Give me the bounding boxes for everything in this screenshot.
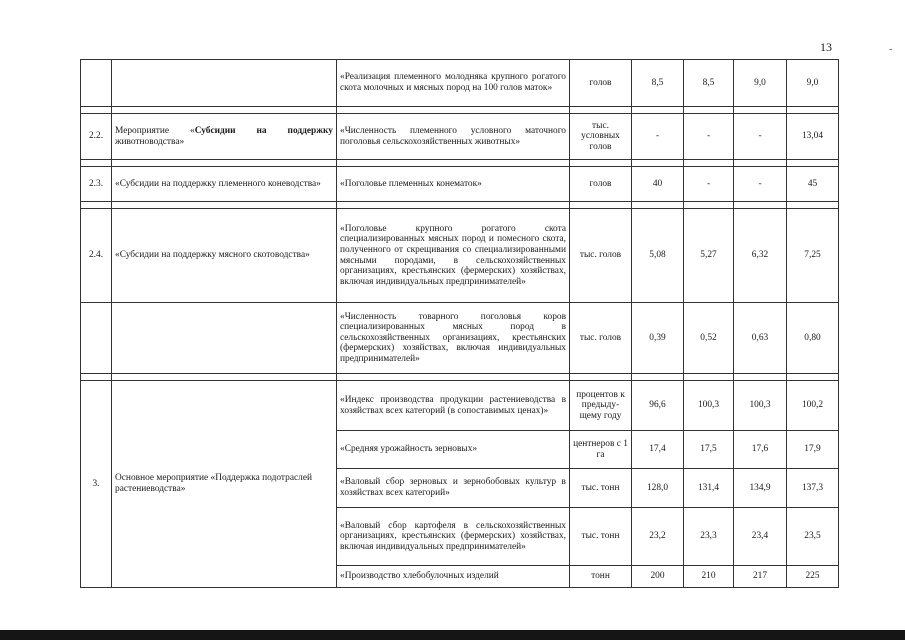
value-cell: - bbox=[734, 167, 787, 202]
value-cell: 0,80 bbox=[787, 303, 839, 374]
value-cell: 13,04 bbox=[787, 114, 839, 160]
value-cell: 9,0 bbox=[787, 60, 839, 107]
row-separator bbox=[81, 374, 839, 381]
indicator-cell: «Реализация племенного молодняка крупного рогатого скота молочных и мясных пород на 100 голов маток» bbox=[337, 60, 570, 107]
activity-name bbox=[112, 60, 337, 107]
row-separator bbox=[81, 202, 839, 209]
indicator-cell: «Поголовье племенных конематок» bbox=[337, 167, 570, 202]
table-row bbox=[81, 381, 839, 431]
value-cell: 7,25 bbox=[787, 209, 839, 303]
value-cell: 217 bbox=[734, 566, 787, 588]
activity-name-bold: Субсидии на поддержку bbox=[194, 125, 333, 136]
value-cell: 137,3 bbox=[787, 469, 839, 508]
row-separator bbox=[81, 160, 839, 167]
value-cell: 45 bbox=[787, 167, 839, 202]
program-indicators-table bbox=[80, 59, 839, 588]
unit-cell: голов bbox=[570, 167, 632, 202]
value-cell: 17,5 bbox=[684, 431, 734, 469]
indicator-cell: «Численность племенного условного маточного поголовья сельскохозяйственных животных» bbox=[337, 114, 570, 160]
unit-cell: центнеров с 1 га bbox=[570, 431, 632, 469]
value-cell: 131,4 bbox=[684, 469, 734, 508]
value-cell: 0,52 bbox=[684, 303, 734, 374]
value-cell: 100,3 bbox=[734, 381, 787, 431]
activity-name: Основное мероприятие «Поддержка подотраслей растениеводства» bbox=[112, 381, 337, 588]
activity-name: «Субсидии на поддержку мясного скотоводства» bbox=[112, 209, 337, 303]
row-separator bbox=[81, 107, 839, 114]
table-row bbox=[81, 167, 839, 202]
activity-name-prefix: Мероприятие « bbox=[115, 125, 195, 136]
value-cell: 23,3 bbox=[684, 508, 734, 566]
value-cell: 5,27 bbox=[684, 209, 734, 303]
value-cell: 17,9 bbox=[787, 431, 839, 469]
unit-cell: тыс. условных голов bbox=[570, 114, 632, 160]
value-cell: - bbox=[632, 114, 684, 160]
scan-edge-bar bbox=[0, 630, 905, 640]
indicator-cell: «Индекс производства продукции растениеводства в хозяйствах всех категорий (в сопоставимых ценах)» bbox=[337, 381, 570, 431]
value-cell: 200 bbox=[632, 566, 684, 588]
activity-name: «Субсидии на поддержку племенного коневодства» bbox=[112, 167, 337, 202]
activity-name bbox=[112, 114, 337, 160]
value-cell: 6,32 bbox=[734, 209, 787, 303]
table-row bbox=[81, 209, 839, 303]
value-cell: 128,0 bbox=[632, 469, 684, 508]
activity-name-suffix: животноводства» bbox=[115, 136, 185, 147]
row-number: 2.4. bbox=[81, 209, 112, 303]
row-number: 2.2. bbox=[81, 114, 112, 160]
value-cell: 210 bbox=[684, 566, 734, 588]
row-number: 3. bbox=[81, 381, 112, 588]
unit-cell: тыс. тонн bbox=[570, 469, 632, 508]
value-cell: - bbox=[734, 114, 787, 160]
table-row bbox=[81, 303, 839, 374]
indicator-cell: «Производство хлебобулочных изделий bbox=[337, 566, 570, 588]
unit-cell: тыс. голов bbox=[570, 303, 632, 374]
value-cell: 40 bbox=[632, 167, 684, 202]
unit-cell: процентов к предыду-щему году bbox=[570, 381, 632, 431]
value-cell: 225 bbox=[787, 566, 839, 588]
value-cell: 100,3 bbox=[684, 381, 734, 431]
value-cell: - bbox=[684, 167, 734, 202]
value-cell: 8,5 bbox=[684, 60, 734, 107]
row-number bbox=[81, 60, 112, 107]
unit-cell: тыс. голов bbox=[570, 209, 632, 303]
corner-mark: - bbox=[889, 44, 893, 55]
indicator-cell: «Средняя урожайность зерновых» bbox=[337, 431, 570, 469]
value-cell: 134,9 bbox=[734, 469, 787, 508]
row-number: 2.3. bbox=[81, 167, 112, 202]
value-cell: 100,2 bbox=[787, 381, 839, 431]
unit-cell: голов bbox=[570, 60, 632, 107]
value-cell: 0,39 bbox=[632, 303, 684, 374]
value-cell: 0,63 bbox=[734, 303, 787, 374]
value-cell: 23,5 bbox=[787, 508, 839, 566]
row-number bbox=[81, 303, 112, 374]
value-cell: - bbox=[684, 114, 734, 160]
value-cell: 5,08 bbox=[632, 209, 684, 303]
value-cell: 8,5 bbox=[632, 60, 684, 107]
indicator-cell: «Валовый сбор картофеля в сельскохозяйственных организациях, крестьянских (фермерских) хозяйствах, включая индивидуальных предпринимателей» bbox=[337, 508, 570, 566]
page-number: 13 bbox=[820, 40, 832, 54]
value-cell: 96,6 bbox=[632, 381, 684, 431]
value-cell: 23,4 bbox=[734, 508, 787, 566]
indicator-cell: «Численность товарного поголовья коров специализированных мясных пород в сельскохозяйственных организациях, крестьянских (фермерских) хозяйствах, включая индивидуальных предпринимателей» bbox=[337, 303, 570, 374]
table-row bbox=[81, 60, 839, 107]
value-cell: 9,0 bbox=[734, 60, 787, 107]
unit-cell: тонн bbox=[570, 566, 632, 588]
indicator-cell: «Валовый сбор зерновых и зернобобовых культур в хозяйствах всех категорий» bbox=[337, 469, 570, 508]
value-cell: 17,6 bbox=[734, 431, 787, 469]
value-cell: 17,4 bbox=[632, 431, 684, 469]
table-row bbox=[81, 114, 839, 160]
value-cell: 23,2 bbox=[632, 508, 684, 566]
activity-name bbox=[112, 303, 337, 374]
unit-cell: тыс. тонн bbox=[570, 508, 632, 566]
indicator-cell: «Поголовье крупного рогатого скота специализированных мясных пород и помесного скота, полученного от скрещивания со специализированными мясными породами, в сельскохозяйственных организациях, крестьянских (фермерских) хозяйствах, включая индивидуальных предпринимателей» bbox=[337, 209, 570, 303]
